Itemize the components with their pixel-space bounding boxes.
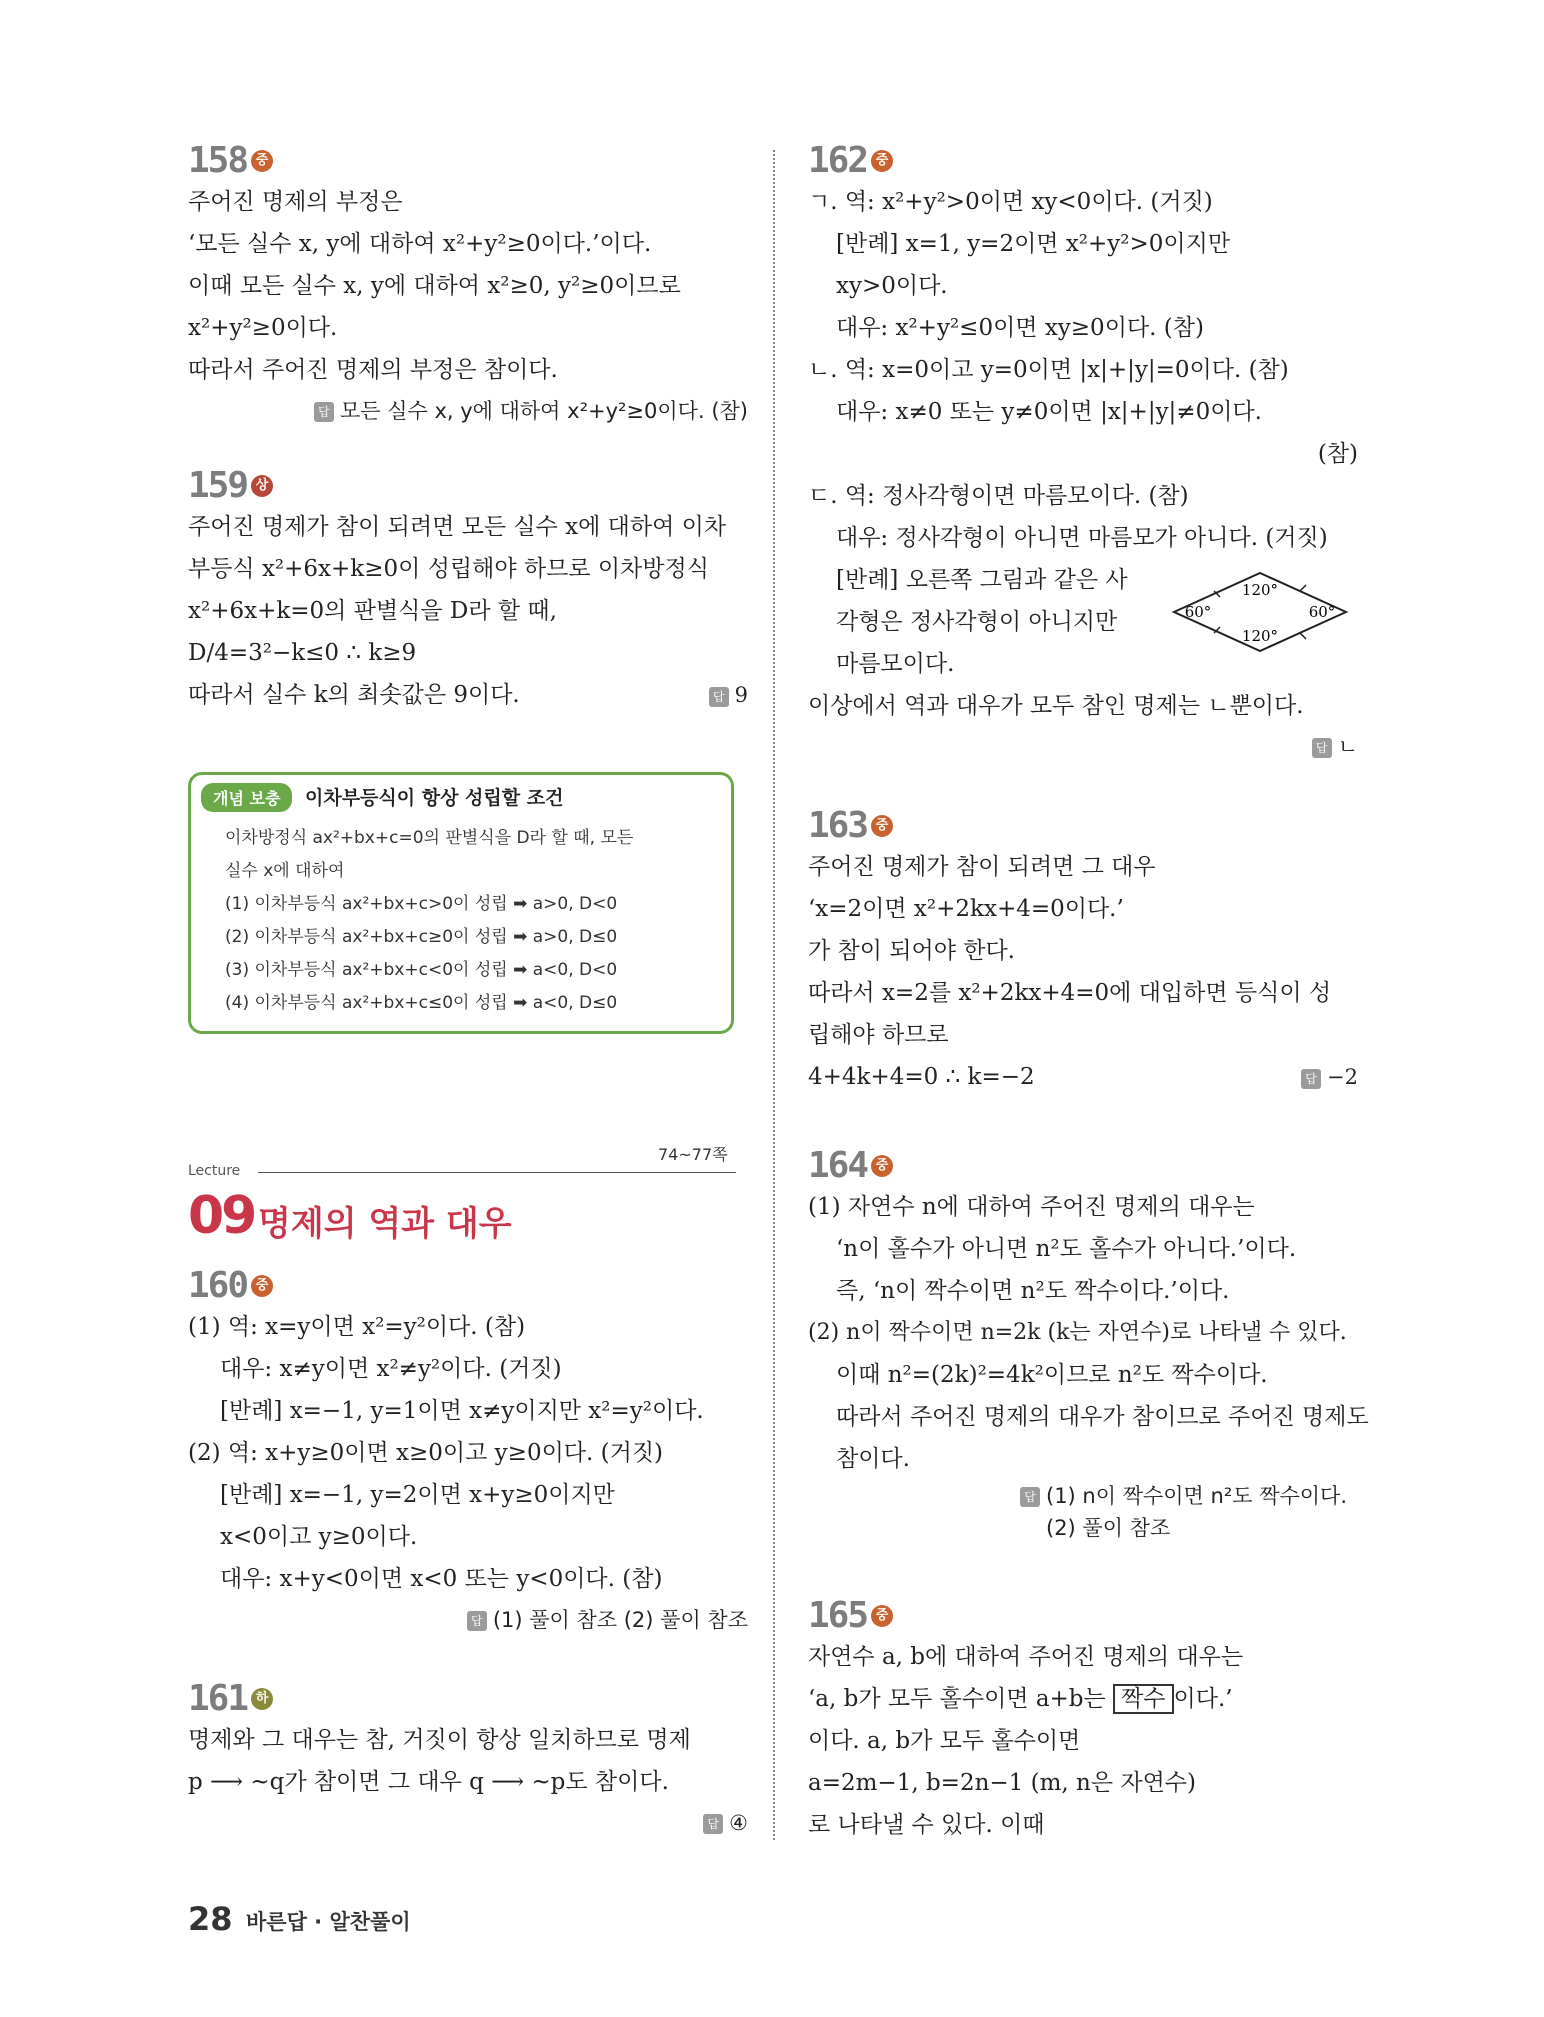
difficulty-badge: 중 — [871, 815, 893, 837]
answer-text: 9 — [734, 683, 748, 707]
difficulty-badge: 하 — [251, 1688, 273, 1710]
solution-line: 따라서 주어진 명제의 대우가 참이므로 주어진 명제도 — [836, 1404, 1369, 1430]
problem-number: 160 — [188, 1265, 248, 1306]
angle-bottom: 120° — [1241, 627, 1279, 645]
solution-line: 대우: 정사각형이 아니면 마름모가 아니다. (거짓) — [836, 525, 1328, 551]
lecture-title: 명제의 역과 대우 — [258, 1204, 512, 1244]
footer-title: 바른답 · 알찬풀이 — [246, 1910, 411, 1934]
solution-line: (2) 역: x+y≥0이면 x≥0이고 y≥0이다. (거짓) — [188, 1440, 664, 1466]
problem-160 — [188, 1265, 748, 1640]
problem-164 — [808, 1145, 1369, 1544]
solution-line: [반례] x=−1, y=1이면 x≠y이지만 x²=y²이다. — [220, 1398, 704, 1424]
solution-line — [808, 1056, 1358, 1098]
angle-left: 60° — [1184, 603, 1212, 621]
problem-number: 164 — [808, 1145, 868, 1186]
boxed-answer: 짝수 — [1113, 1684, 1173, 1714]
solution-line: x²+y²≥0이다. — [188, 315, 338, 341]
answer — [188, 1600, 748, 1640]
problem-158 — [188, 140, 748, 431]
solution-text: 이다.’ — [1173, 1686, 1233, 1712]
lecture-pages: 74~77쪽 — [658, 1145, 728, 1164]
answer-text: ④ — [729, 1811, 748, 1835]
problem-159 — [188, 465, 748, 716]
solution-line: 대우: x≠y이면 x²≠y²이다. (거짓) — [220, 1356, 562, 1382]
solution-line: 로 나타낼 수 있다. 이때 — [808, 1812, 1045, 1838]
solution-line: 따라서 x=2를 x²+2kx+4=0에 대입하면 등식이 성 — [808, 980, 1332, 1006]
lecture-label: Lecture — [188, 1163, 241, 1179]
solution-line: ‘x=2이면 x²+2kx+4=0이다.’ — [808, 896, 1124, 922]
solution-line: x<0이고 y≥0이다. — [220, 1524, 418, 1550]
answer-icon: 답 — [1020, 1487, 1040, 1507]
solution-line: (1) 역: x=y이면 x²=y²이다. (참) — [188, 1314, 526, 1340]
tick-mark — [1300, 585, 1306, 591]
concept-line: (4) 이차부등식 ax²+bx+c≤0이 성립 ➡ a<0, D≤0 — [225, 993, 618, 1013]
concept-tag: 개념 보충 — [201, 783, 292, 812]
solution-text: 4+4k+4=0 ∴ k=−2 — [808, 1064, 1035, 1090]
solution-line: ㄴ. 역: x=0이고 y=0이면 |x|+|y|=0이다. (참) — [808, 357, 1289, 383]
solution-line: 가 참이 되어야 한다. — [808, 938, 1015, 964]
lecture-number: 09 — [188, 1186, 255, 1246]
solution-line: 대우: x+y<0이면 x<0 또는 y<0이다. (참) — [220, 1566, 663, 1592]
solution-line: a=2m−1, b=2n−1 (m, n은 자연수) — [808, 1770, 1196, 1796]
solution-line: 즉, ‘n이 짝수이면 n²도 짝수이다.’이다. — [836, 1278, 1230, 1304]
solution-line: [반례] x=−1, y=2이면 x+y≥0이지만 — [220, 1482, 615, 1508]
solution-line — [808, 1678, 1358, 1720]
solution-line: 따라서 주어진 명제의 부정은 참이다. — [188, 357, 558, 383]
answer — [1301, 1056, 1358, 1098]
solution-line: 자연수 a, b에 대하여 주어진 명제의 대우는 — [808, 1644, 1244, 1670]
solution-line: 이다. a, b가 모두 홀수이면 — [808, 1728, 1081, 1754]
answer-text: (1) 풀이 참조 (2) 풀이 참조 — [492, 1608, 748, 1632]
solution-line: 주어진 명제가 참이 되려면 그 대우 — [808, 854, 1156, 880]
rhombus-figure — [1170, 567, 1350, 657]
difficulty-badge: 중 — [251, 150, 273, 172]
concept-title: 이차부등식이 항상 성립할 조건 — [305, 787, 564, 809]
concept-line: 실수 x에 대하여 — [225, 861, 345, 881]
answer-icon: 답 — [703, 1814, 723, 1834]
difficulty-badge: 중 — [871, 1605, 893, 1627]
solution-line: 마름모이다. — [836, 651, 955, 677]
solution-line: p ⟶ ~q가 참이면 그 대우 q ⟶ ~p도 참이다. — [188, 1769, 669, 1795]
solution-line: ㄱ. 역: x²+y²>0이면 xy<0이다. (거짓) — [808, 189, 1213, 215]
concept-box — [188, 772, 734, 1034]
answer-icon: 답 — [314, 402, 334, 422]
difficulty-badge: 중 — [871, 1155, 893, 1177]
difficulty-badge: 중 — [871, 150, 893, 172]
angle-top: 120° — [1241, 581, 1279, 599]
answer — [188, 1803, 748, 1843]
solution-text: ‘a, b가 모두 홀수이면 a+b는 — [808, 1686, 1114, 1712]
problem-163 — [808, 805, 1358, 1098]
answer — [709, 674, 748, 716]
tick-mark — [1300, 633, 1306, 639]
concept-line: (3) 이차부등식 ax²+bx+c<0이 성립 ➡ a<0, D<0 — [225, 960, 618, 980]
answer — [188, 391, 748, 431]
solution-line: x²+6x+k=0의 판별식을 D라 할 때, — [188, 598, 557, 624]
solution-line: 대우: x²+y²≤0이면 xy≥0이다. (참) — [836, 315, 1204, 341]
page-number: 28 — [188, 1900, 233, 1938]
column-divider — [773, 150, 775, 1840]
solution-line: [반례] 오른쪽 그림과 같은 사 — [836, 567, 1128, 593]
solution-line: ㄷ. 역: 정사각형이면 마름모이다. (참) — [808, 483, 1189, 509]
answer-text: (1) n이 짝수이면 n²도 짝수이다. — [1046, 1484, 1348, 1508]
solution-line: xy>0이다. — [836, 273, 948, 299]
answer-icon: 답 — [1312, 738, 1332, 758]
solution-line: ‘n이 홀수가 아니면 n²도 홀수가 아니다.’이다. — [836, 1236, 1297, 1262]
difficulty-badge: 중 — [251, 1275, 273, 1297]
problem-number: 161 — [188, 1678, 248, 1719]
solution-line: 이때 모든 실수 x, y에 대하여 x²≥0, y²≥0이므로 — [188, 273, 681, 299]
answer-icon: 답 — [709, 687, 729, 707]
solution-line: 주어진 명제가 참이 되려면 모든 실수 x에 대하여 이차 — [188, 514, 727, 540]
answer-text: ㄴ — [1337, 735, 1358, 759]
answer-icon: 답 — [1301, 1069, 1321, 1089]
solution-line: (2) n이 짝수이면 n=2k (k는 자연수)로 나타낼 수 있다. — [808, 1320, 1347, 1345]
solution-line: 립해야 하므로 — [808, 1022, 949, 1048]
concept-line: (1) 이차부등식 ax²+bx+c>0이 성립 ➡ a>0, D<0 — [225, 894, 618, 914]
angle-right: 60° — [1308, 603, 1336, 621]
answer-text: −2 — [1327, 1065, 1358, 1089]
problem-number: 159 — [188, 465, 248, 506]
solution-line: [반례] x=1, y=2이면 x²+y²>0이지만 — [836, 231, 1231, 257]
solution-line: (1) 자연수 n에 대하여 주어진 명제의 대우는 — [808, 1194, 1255, 1220]
counterexample-block — [808, 559, 1358, 685]
answer-text: 모든 실수 x, y에 대하여 x²+y²≥0이다. (참) — [339, 399, 748, 423]
concept-line: 이차방정식 ax²+bx+c=0의 판별식을 D라 할 때, 모든 — [225, 828, 634, 848]
problem-number: 165 — [808, 1595, 868, 1636]
difficulty-badge: 상 — [251, 475, 273, 497]
solution-line: 각형은 정사각형이 아니지만 — [836, 609, 1118, 635]
answer — [808, 1480, 1358, 1512]
solution-line: 대우: x≠0 또는 y≠0이면 |x|+|y|≠0이다. — [836, 399, 1262, 425]
problem-162 — [808, 140, 1358, 767]
solution-line: 이때 n²=(2k)²=4k²이므로 n²도 짝수이다. — [836, 1362, 1268, 1388]
solution-line: D/4=3²−k≤0 ∴ k≥9 — [188, 640, 417, 666]
solution-line: 부등식 x²+6x+k≥0이 성립해야 하므로 이차방정식 — [188, 556, 709, 582]
concept-line: (2) 이차부등식 ax²+bx+c≥0이 성립 ➡ a>0, D≤0 — [225, 927, 618, 947]
solution-line: (참) — [1317, 441, 1358, 467]
lecture-rule — [258, 1172, 736, 1173]
answer-text: (2) 풀이 참조 — [1046, 1516, 1171, 1540]
solution-text: 따라서 실수 k의 최솟값은 9이다. — [188, 682, 520, 708]
problem-number: 162 — [808, 140, 868, 181]
problem-number: 158 — [188, 140, 248, 181]
problem-165 — [808, 1595, 1358, 1846]
solution-line: 참이다. — [836, 1446, 910, 1472]
problem-161 — [188, 1678, 748, 1843]
solution-line: 주어진 명제의 부정은 — [188, 189, 403, 215]
solution-line — [188, 674, 748, 716]
answer-icon: 답 — [467, 1611, 487, 1631]
problem-number: 163 — [808, 805, 868, 846]
answer — [808, 727, 1358, 767]
solution-line: 이상에서 역과 대우가 모두 참인 명제는 ㄴ뿐이다. — [808, 693, 1304, 719]
solution-line: ‘모든 실수 x, y에 대하여 x²+y²≥0이다.’이다. — [188, 231, 652, 257]
solution-line: 명제와 그 대우는 참, 거짓이 항상 일치하므로 명제 — [188, 1727, 691, 1753]
